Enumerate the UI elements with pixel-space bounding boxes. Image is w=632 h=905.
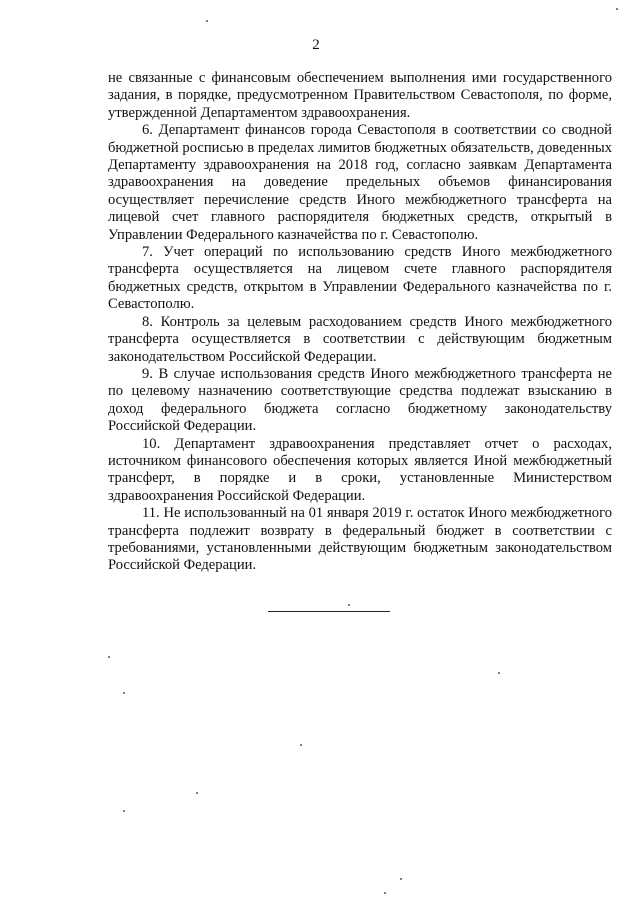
paragraph-item-11: 11. Не использованный на 01 января 2019 г. остаток Иного межбюджетного трансферта подлежит возврату в федеральный бюджет в соответствии с требованиями, установленными действующим бюджетным законодательством Российской Федерации. <box>108 505 612 574</box>
paragraph-item-6: 6. Департамент финансов города Севастополя в соответствии со сводной бюджетной росписью в пределах лимитов бюджетных обязательств, доведенных Департаменту здравоохранения на 2018 год, согласно заявкам Департамента здравоохранения на доведение предельных объемов финансирования осуществляет перечисление средств Иного межбюджетного трансферта на лицевой счет главного распорядителя бюджетных средств, открытый в Управлении Федерального казначейства по г. Севастополю. <box>108 122 612 243</box>
scan-speck <box>384 892 386 894</box>
scan-speck <box>400 878 402 880</box>
paragraph-item-10: 10. Департамент здравоохранения представляет отчет о расходах, источником финансового обеспечения которых является Иной межбюджетный трансферт, в порядке и в сроки, установленные Министерством здравоохранения Российской Федерации. <box>108 435 612 504</box>
scan-speck <box>348 604 350 606</box>
scan-speck <box>300 744 302 746</box>
page-number: 2 <box>312 37 320 53</box>
paragraph-continuation: не связанные с финансовым обеспечением выполнения ими государственного задания, в порядке, предусмотренном Правительством Севастополя, по форме, утвержденной Департаментом здравоохранения. <box>108 70 612 121</box>
scan-speck <box>616 8 618 10</box>
paragraph-item-7: 7. Учет операций по использованию средств Иного межбюджетного трансферта осуществляется на лицевом счете главного распорядителя бюджетных средств, открытом в Управлении Федерального казначейства по г. Севастополю. <box>108 244 612 313</box>
scan-speck <box>206 20 208 22</box>
scan-speck <box>108 656 110 658</box>
paragraph-item-8: 8. Контроль за целевым расходованием средств Иного межбюджетного трансферта осуществляется в соответствии с действующим бюджетным законодательством Российской Федерации. <box>108 313 612 365</box>
scan-speck <box>498 672 500 674</box>
scan-speck <box>123 810 125 812</box>
closing-divider-line <box>268 611 390 612</box>
document-body <box>108 70 612 575</box>
scan-speck <box>123 692 125 694</box>
paragraph-item-9: 9. В случае использования средств Иного межбюджетного трансферта не по целевому назначению соответствующие средства подлежат взысканию в доход федерального бюджета согласно бюджетному законодательству Российской Федерации. <box>108 365 612 435</box>
scan-speck <box>196 792 198 794</box>
